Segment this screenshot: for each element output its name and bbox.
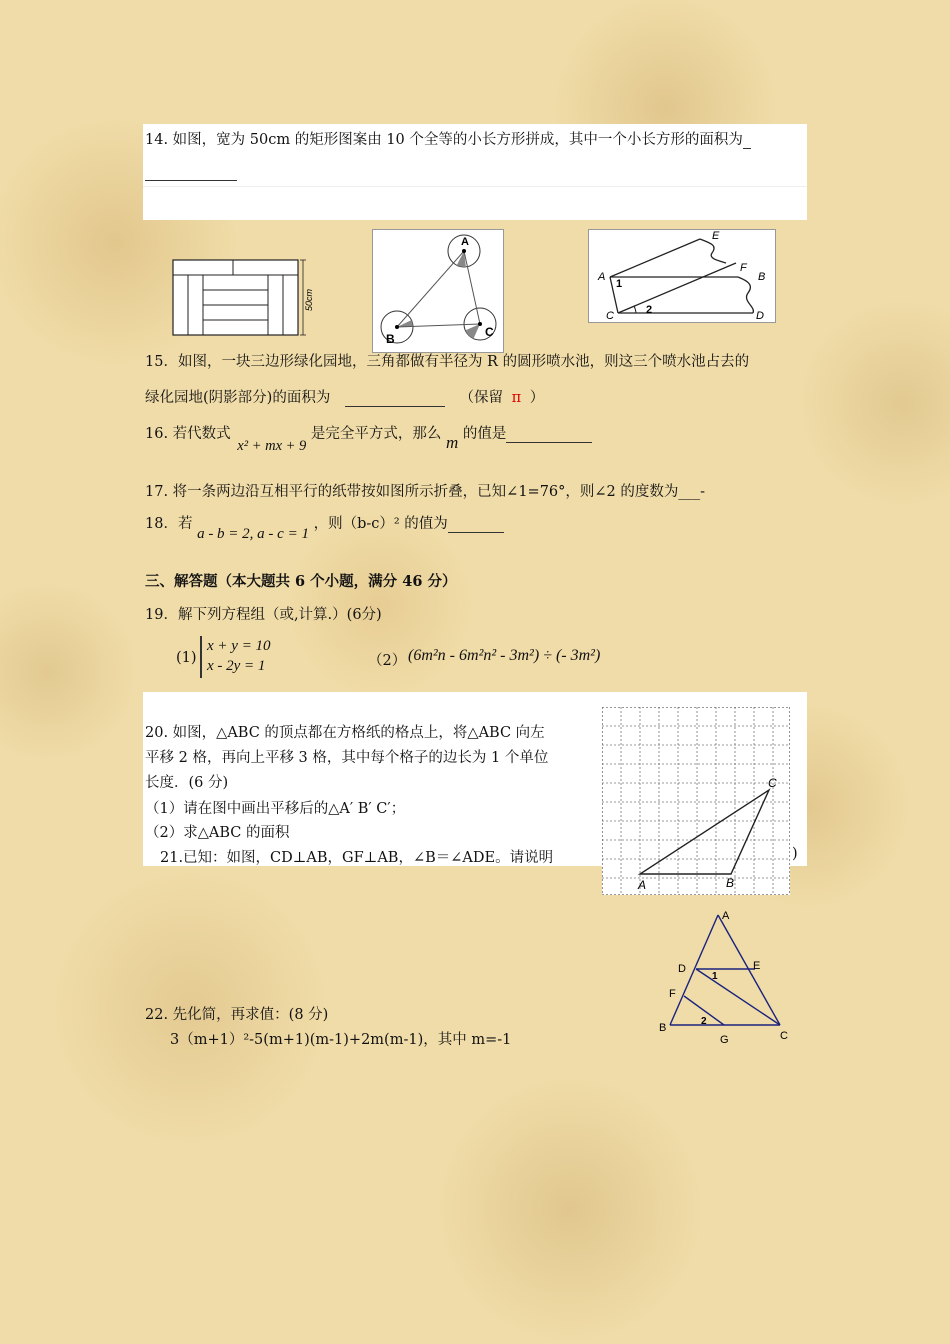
q21-label-d: D	[678, 963, 686, 975]
q17-label-e: E	[712, 230, 720, 242]
q15-figure	[372, 229, 504, 353]
q16-expr: x² + mx + 9	[237, 438, 307, 454]
q21-label-2: 2	[701, 1016, 707, 1027]
q15-line1: 15．如图，一块三边形绿化园地，三角都做有半径为 R 的圆形喷水池，则这三个喷水池占去的	[145, 354, 750, 370]
q18-expr: a - b = 2, a - c = 1	[197, 526, 309, 542]
q19-expr2: (6m²n - 6m²n² - 3m²) ÷ (- 3m²)	[408, 647, 601, 664]
q19-part1-label: (1)	[176, 650, 197, 666]
q17-label-1: 1	[616, 278, 623, 290]
q21-label-c: C	[780, 1030, 788, 1042]
q15-line2c: ）	[529, 390, 545, 406]
q17-label-c: C	[606, 310, 614, 322]
q21-label-1: 1	[712, 971, 718, 982]
q18-post: ，则（b-c）² 的值为	[313, 516, 448, 532]
q21-text: 21.已知：如图，CD⊥AB，GF⊥AB，∠B＝∠ADE。请说明	[160, 850, 554, 866]
q15-label-c: C	[485, 325, 494, 339]
q16-answer-blank[interactable]	[506, 442, 592, 443]
q21-label-a: A	[722, 910, 730, 922]
q14-fig-label: 50cm	[304, 288, 314, 311]
q15-answer-blank[interactable]	[345, 406, 445, 407]
q17-label-b: B	[758, 271, 766, 283]
q22-line1: 22. 先化简，再求值：(8 分)	[145, 1007, 329, 1023]
q19-brace	[200, 636, 202, 678]
q21-label-g: G	[720, 1034, 729, 1046]
q16-pre: 16. 若代数式	[145, 426, 231, 442]
q18-pre: 18．若	[145, 516, 193, 532]
q20-line1: 20. 如图，△ABC 的顶点都在方格纸的格点上，将△ABC 向左	[145, 725, 545, 741]
q16-post: 的值是	[462, 426, 507, 442]
q20-line2: 平移 2 格，再向上平移 3 格，其中每个格子的边长为 1 个单位	[145, 750, 549, 766]
q14-divider	[143, 186, 807, 187]
q15-line2a: 绿化园地(阴影部分)的面积为	[145, 390, 331, 406]
q20-line5: （2）求△ABC 的面积	[145, 825, 290, 841]
q17-label-2: 2	[646, 304, 653, 316]
section3-title: 三、解答题（本大题共 6 个小题，满分 46 分）	[145, 573, 457, 590]
q18-line	[145, 512, 504, 542]
q21-figure	[652, 905, 802, 1055]
q17-label-f: F	[740, 262, 747, 274]
q14-answer-blank[interactable]	[743, 148, 751, 149]
q20-label-c: C	[768, 776, 777, 790]
q18-answer-blank[interactable]	[448, 532, 504, 533]
q20-grid-figure	[602, 707, 790, 895]
q19-eq2: x - 2y = 1	[207, 658, 266, 674]
q22-line2: 3（m+1）²-5(m+1)(m-1)+2m(m-1)，其中 m=-1	[170, 1032, 512, 1048]
q17-label-d: D	[756, 310, 764, 322]
q16-mid: 是完全平方式，那么	[310, 426, 442, 442]
q16-var: m	[446, 433, 459, 452]
q14-figure	[170, 255, 315, 340]
q20-label-a: A	[638, 878, 647, 892]
q19-eq1: x + y = 10	[207, 638, 271, 654]
q17-figure	[588, 229, 776, 323]
q19-part2-label: （2）	[368, 653, 407, 669]
q20-label-b: B	[726, 876, 735, 890]
q20-line3: 长度．(6 分)	[145, 775, 229, 791]
q21-tail: )	[792, 846, 798, 862]
q21-label-b: B	[659, 1022, 667, 1034]
q19-text: 19．解下列方程组（或,计算.）(6分)	[145, 607, 382, 623]
q14-answer-blank-continued[interactable]	[145, 180, 237, 181]
q16-line	[145, 422, 592, 454]
q15-line2	[145, 386, 544, 407]
q15-label-b: B	[386, 332, 395, 346]
q15-line2b: （保留	[459, 390, 504, 406]
q14-text	[145, 128, 751, 149]
q20-line4: （1）请在图中画出平移后的△A′ B′ C′；	[145, 801, 406, 817]
q17-text: 17. 将一条两边沿互相平行的纸带按如图所示折叠，已知∠1=76°，则∠2 的度数为___-	[145, 484, 706, 500]
q21-label-f: F	[669, 988, 676, 1000]
q15-label-a: A	[461, 236, 469, 248]
q15-pi: π	[511, 390, 522, 406]
q21-label-e: E	[753, 960, 761, 972]
q14-line1: 14. 如图，宽为 50cm 的矩形图案由 10 个全等的小长方形拼成，其中一个小长方形的面积为	[145, 132, 743, 148]
q17-label-a: A	[598, 271, 606, 283]
